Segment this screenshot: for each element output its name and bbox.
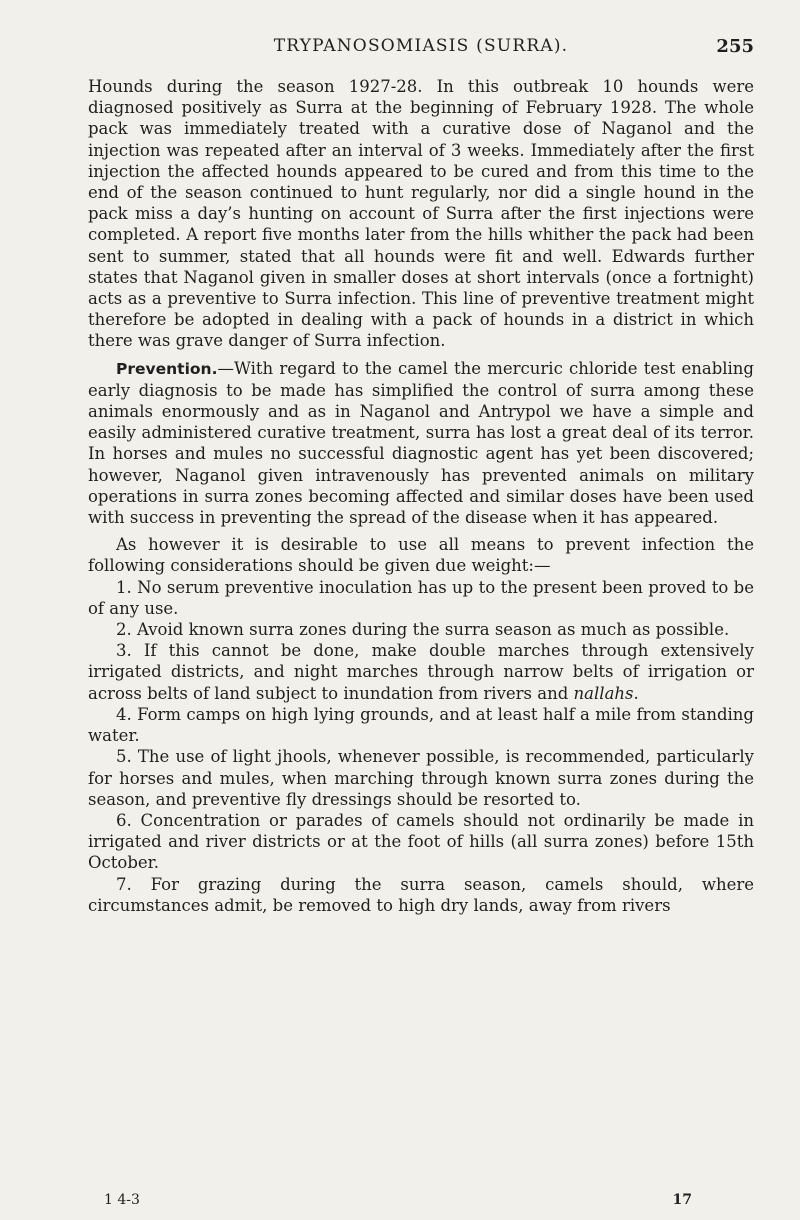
- list-item: [88, 640, 754, 704]
- paragraph-prevention: [88, 358, 754, 529]
- list-item: 4. Form camps on high lying grounds, and at least half a mile from standing water.: [88, 704, 754, 746]
- page-header: [88, 36, 754, 76]
- list-item: 7. For grazing during the surra season, camels should, where circumstances admit, be removed to high dry lands, away from rivers: [88, 874, 754, 915]
- sheet-number: 17: [672, 1192, 692, 1208]
- list-item: 1. No serum preventive inoculation has up to the present been proved to be of any use.: [88, 577, 754, 618]
- page-number: 255: [716, 36, 754, 57]
- item3-nallahs: nallahs: [573, 683, 634, 703]
- paragraph-considerations: As however it is desirable to use all means to prevent infection the following considerations should be given due weight:—: [88, 535, 754, 576]
- list-item: 6. Concentration or parades of camels should not ordinarily be made in irrigated and river districts or at the foot of hills (all surra zones) before 15th October.: [88, 810, 754, 873]
- prevention-body: —With regard to the camel the mercuric chloride test enabling early diagnosis to be made has simplified the control of surra among these animals enormously and as in Naganol and Antrypol we have a simple and easily administered curative treatment, surra has lost a great deal of its terror. In horses and mules no successful diagnostic agent has yet been discovered; however, Naganol given intravenously has prevented animals on military operations in surra zones becoming affected and similar doses have been used with success in preventing the spread of the disease when it has appeared.: [88, 358, 754, 528]
- signature-code: 1 4-3: [104, 1192, 140, 1208]
- item3-end: .: [633, 683, 639, 703]
- list-item: 5. The use of light jhools, whenever possible, is recommended, particularly for horses and mules, when marching through known surra zones during the season, and preventive fly dressings should be resorted to.: [88, 747, 754, 809]
- running-title: TRYPANOSOMIASIS (SURRA).: [273, 36, 569, 56]
- paragraph-hounds: Hounds during the season 1927-28. In this outbreak 10 hounds were diagnosed positively as Surra at the beginning of February 1928. The whole pack was immediately treated with a curative dose of Naganol and the injection was repeated after an interval of 3 weeks. Immediately after the first injection the affected hounds appeared to be cured and from this time to the end of the season continued to hunt regularly, nor did a single hound in the pack miss a day’s hunting on account of Surra after the first injections were completed. A report five months later from the hills whither the pack had been sent to summer, stated that all hounds were fit and well. Edwards further states that Naganol given in smaller doses at short intervals (once a fortnight) acts as a preventive to Surra infection. This line of preventive treatment might therefore be adopted in dealing with a pack of hounds in a district in which there was grave danger of Surra infection.: [88, 77, 754, 351]
- prevention-heading: Prevention.: [116, 359, 218, 378]
- list-item: 2. Avoid known surra zones during the surra season as much as possible.: [116, 620, 730, 640]
- item3-text: 3. If this cannot be done, make double marches through extensively irrigated districts, and night marches through narrow belts of irrigation or across belts of land subject to inundation from rivers and: [88, 641, 754, 703]
